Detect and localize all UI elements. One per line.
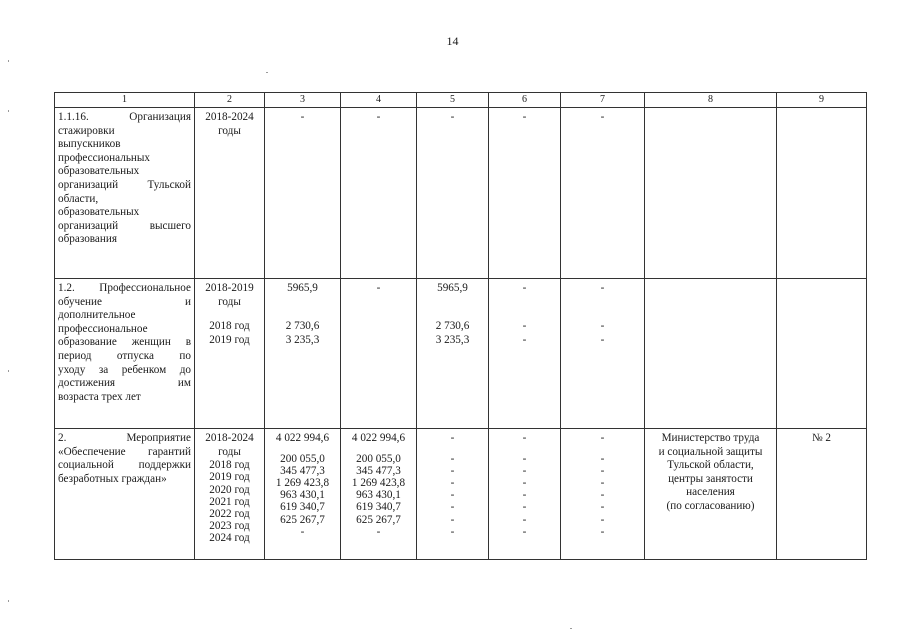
value: 3 235,3 [285,333,320,346]
value: - [450,452,455,465]
year-label: 2019 год [209,471,250,484]
activity-name-line: профессиональных [58,151,151,164]
funding-total-cell [265,429,341,560]
value: - [522,320,527,333]
funding-other-cell [561,429,645,560]
value: - [600,282,605,294]
activity-name-line: организаций Тульской [58,178,191,191]
activity-name-line: образования [58,233,118,246]
activity-name-line: образование женщин в [58,336,191,349]
activity-name-line: возраста трех лет [58,390,141,403]
year-label: 2021 год [209,495,250,508]
indicator-cell [777,108,867,279]
executor-line: населения [686,486,735,499]
indicator-cell [777,429,867,560]
period-cell [195,279,265,429]
period-cell [195,429,265,560]
executor-line: Тульской области, [667,459,754,472]
funding-regional-cell [417,108,489,279]
period-text: годы [218,295,241,308]
activity-name-cell [55,429,195,560]
table-row [55,108,867,279]
funding-local-cell [489,429,561,560]
indicator-number: № 2 [811,432,832,444]
value: - [450,513,455,526]
value: 200 055,0 [356,452,401,465]
value: 1 269 423,8 [275,477,330,489]
value: 619 340,7 [356,501,401,514]
value: - [600,333,605,346]
year-label: 2023 год [209,520,250,533]
value: - [300,111,305,123]
col-header-7: 7 [561,93,645,108]
funding-total-cell [265,279,341,429]
col-header-3: 3 [265,93,341,108]
value: - [600,111,605,123]
col-header-6: 6 [489,93,561,108]
value: 3 235,3 [435,333,470,346]
period-text: годы [218,124,241,137]
activity-name-line: образовательных [58,206,140,219]
activity-name-line: социальной поддержки [58,459,191,472]
value: 2 730,6 [285,320,320,333]
activity-name-line: стажировки [58,124,115,137]
activity-name-line: организаций высшего [58,219,191,232]
funding-total-cell [265,108,341,279]
activity-name-line: период отпуска по [58,349,191,362]
funding-regional-cell [417,429,489,560]
activity-name-cell [55,279,195,429]
funding-other-cell [561,279,645,429]
funding-regional-cell [417,279,489,429]
value: - [450,525,455,538]
table-row [55,429,867,560]
activity-name-line: выпускников [58,138,121,151]
value: - [600,452,605,465]
header-row [55,93,867,108]
value: - [522,489,527,502]
value: - [450,432,455,444]
value: - [522,333,527,346]
funding-local-cell [489,108,561,279]
activity-name-line: уходу за ребенком до [58,363,191,376]
executor-line: (по согласованию) [666,499,755,512]
value [565,296,640,310]
year-label: 2020 год [209,483,250,496]
value: - [600,320,605,333]
scan-mark [570,628,572,629]
activity-name-line: 1.2. Профессиональное [58,282,191,294]
value: 4 022 994,6 [351,432,406,444]
funding-other-cell [561,108,645,279]
value [493,296,556,310]
value: - [522,477,527,489]
activity-name-line: 2. Мероприятие [58,432,191,444]
activity-name-line: профессиональное [58,322,148,335]
value: - [522,501,527,514]
year-label: 2018 год [209,320,250,333]
value: 2 730,6 [435,320,470,333]
value: 200 055,0 [280,452,325,465]
value: 619 340,7 [280,501,325,514]
activity-name-line: области, [58,192,99,205]
scan-mark [8,370,9,372]
indicator-cell [777,279,867,429]
col-header-4: 4 [341,93,417,108]
value: 963 430,1 [356,489,401,502]
period-text: годы [218,445,241,458]
value: - [450,111,455,123]
activity-name-line: обучение и [58,295,191,308]
activity-name-line: 1.1.16. Организация [58,111,191,123]
period-text: 2018-2019 [205,282,254,294]
scan-mark [8,60,9,62]
program-table [54,92,867,560]
value: - [376,282,381,294]
value: - [522,513,527,526]
value: - [522,464,527,477]
value: - [450,464,455,477]
value: 345 477,3 [280,464,325,477]
value: 625 267,7 [280,513,325,526]
value: - [522,525,527,538]
value [421,296,484,310]
funding-local-cell [489,279,561,429]
value: - [600,501,605,514]
executor-cell [645,108,777,279]
value: - [600,525,605,538]
value: 963 430,1 [280,489,325,502]
scan-mark [266,72,268,73]
value: - [600,489,605,502]
value: - [522,282,527,294]
year-label: 2024 год [209,532,250,545]
table-row [55,279,867,429]
value: 5965,9 [287,282,318,294]
value: - [600,464,605,477]
value: - [600,513,605,526]
executor-line: центры занятости [668,472,753,485]
value [269,296,336,310]
value: - [522,111,527,123]
value: - [450,501,455,514]
col-header-8: 8 [645,93,777,108]
value: - [376,111,381,123]
period-cell [195,108,265,279]
col-header-2: 2 [195,93,265,108]
activity-name-line: образовательных [58,165,140,178]
funding-federal-cell [341,108,417,279]
activity-name-cell [55,108,195,279]
period-text: 2018-2024 [205,432,254,444]
activity-name-line: безработных граждан» [58,472,167,485]
executor-line: и социальной защиты [658,445,763,458]
activity-name-line: дополнительное [58,309,136,322]
value: - [600,477,605,489]
year-label: 2019 год [209,333,250,346]
activity-name-line: достижения им [58,377,191,390]
executor-cell [645,279,777,429]
executor-cell [645,429,777,560]
value: 1 269 423,8 [351,477,406,489]
col-header-9: 9 [777,93,867,108]
value: - [376,525,381,538]
col-header-1: 1 [55,93,195,108]
year-label: 2022 год [209,508,250,520]
period-text: 2018-2024 [205,111,254,123]
value: - [522,432,527,444]
value: - [450,477,455,489]
value: 4 022 994,6 [275,432,330,444]
activity-name-line: «Обеспечение гарантий [58,445,191,458]
value: - [522,452,527,465]
year-label: 2018 год [209,459,250,472]
funding-federal-cell [341,279,417,429]
executor-line: Министерство труда [661,432,760,444]
value: 5965,9 [437,282,468,294]
page-number: 14 [446,34,459,48]
value: - [450,489,455,502]
value: 345 477,3 [356,464,401,477]
value: 625 267,7 [356,513,401,526]
col-header-5: 5 [417,93,489,108]
scan-mark [8,600,9,602]
funding-federal-cell [341,429,417,560]
value: - [600,432,605,444]
scan-mark [8,110,9,112]
value: - [300,525,305,538]
